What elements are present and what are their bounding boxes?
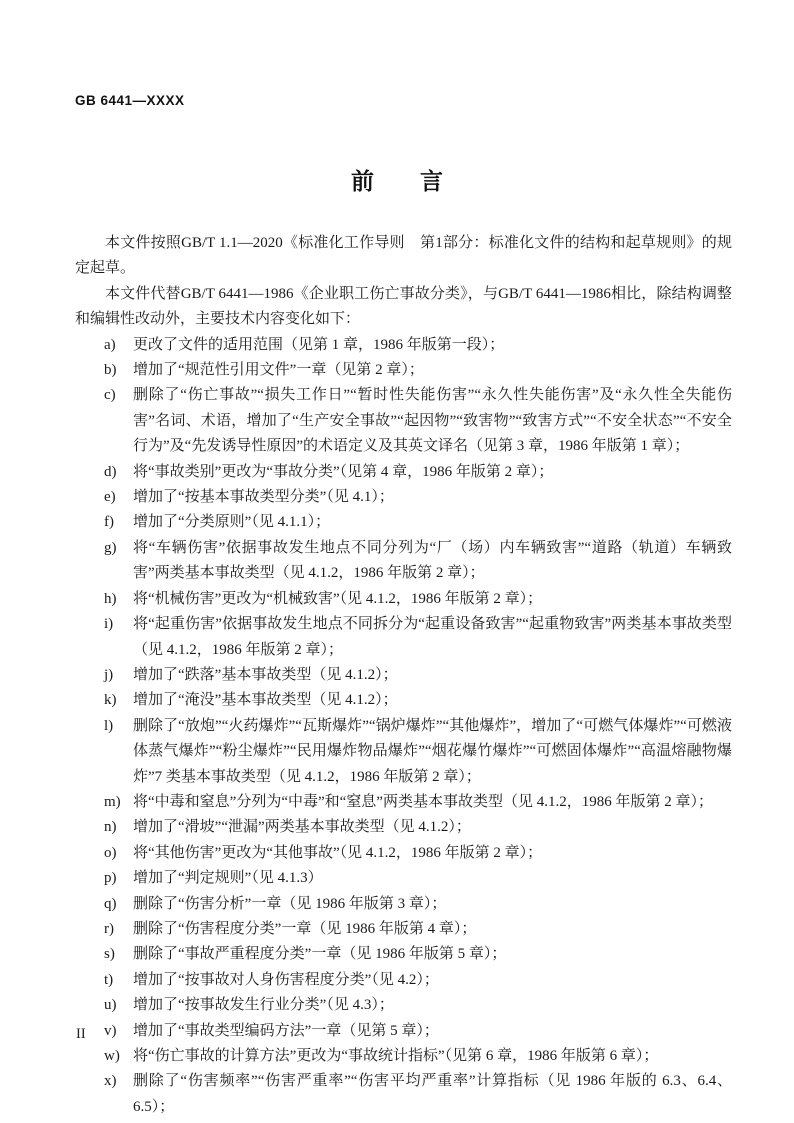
- list-item-marker: w): [104, 1048, 120, 1064]
- list-item: [75, 333, 732, 358]
- list-item: [75, 688, 732, 713]
- list-item-text: 将“机械伤害”更改为“机械致害”（见 4.1.2，1986 年版第 2 章）；: [133, 590, 543, 607]
- list-item-marker: u): [104, 997, 117, 1014]
- list-item-text: 删除了“伤害频率”“伤害严重率”“伤害平均严重率”计算指标（见 1986 年版的 6.3、6.4、6.5）；: [133, 1073, 732, 1115]
- list-item: [75, 663, 732, 688]
- list-item-marker: p): [104, 870, 117, 887]
- list-item: [75, 790, 732, 815]
- page-number: II: [76, 1026, 86, 1042]
- list-item: [75, 1044, 732, 1069]
- list-item-marker: o): [104, 844, 117, 861]
- list-item-marker: h): [104, 590, 117, 607]
- list-item-marker: d): [104, 463, 117, 480]
- list-item: [75, 1069, 732, 1120]
- list-item-text: 删除了“伤亡事故”“损失工作日”“暂时性失能伤害”“永久性失能伤害”及“永久性全失能伤害”名词、术语，增加了“生产安全事故”“起因物”“致害物”“致害方式”“不安全状态”“不安全行为”及“先发诱导性原因”的术语定义及其英文译名（见第 3 章，1986 年版第 1 章）；: [133, 387, 732, 455]
- list-item: [75, 1019, 732, 1044]
- list-item: [75, 383, 732, 459]
- list-item-marker: x): [104, 1073, 117, 1090]
- standard-number: GB 6441—XXXX: [75, 93, 185, 108]
- list-item: [75, 714, 732, 790]
- list-item-text: 将“车辆伤害”依据事故发生地点不同分列为“厂（场）内车辆致害”“道路（轨道）车辆致害”两类基本事故类型（见 4.1.2，1986 年版第 2 章）；: [133, 539, 732, 582]
- list-item: [75, 536, 732, 587]
- list-item-text: 增加了“规范性引用文件”一章（见第 2 章）；: [133, 362, 424, 379]
- list-item-text: 增加了“按事故对人身伤害程度分类”（见 4.2）；: [133, 971, 439, 988]
- list-item-text: 删除了“伤害程度分类”一章（见 1986 年版第 4 章）；: [133, 920, 477, 937]
- list-item: [75, 510, 732, 535]
- list-item-text: 删除了“事故严重程度分类”一章（见 1986 年版第 5 章）；: [133, 946, 507, 963]
- list-item-marker: v): [104, 1022, 117, 1039]
- list-item-marker: j): [104, 666, 114, 683]
- list-item-text: 增加了“按基本事故类型分类”（见 4.1）；: [133, 489, 394, 506]
- list-item-text: 增加了“按事故发生行业分类”（见 4.3）；: [133, 997, 394, 1014]
- list-item-text: 增加了“分类原则”（见 4.1.1）；: [133, 514, 331, 531]
- page-title: 前 言: [351, 168, 443, 194]
- list-item-text: 增加了“淹没”基本事故类型（见 4.1.2）；: [133, 692, 398, 709]
- list-item-marker: n): [104, 819, 117, 836]
- list-item-text: 增加了“判定规则”（见 4.1.3）: [133, 870, 323, 887]
- list-item: [75, 993, 732, 1018]
- list-item: [75, 485, 732, 510]
- list-item-marker: q): [104, 895, 117, 912]
- change-list: [75, 333, 732, 1121]
- list-item-marker: r): [104, 920, 114, 937]
- list-item-text: 增加了“滑坡”“泄漏”两类基本事故类型（见 4.1.2）；: [133, 819, 471, 836]
- list-item: [75, 968, 732, 993]
- list-item: [75, 917, 732, 942]
- list-item-text: 将“起重伤害”依据事故发生地点不同拆分为“起重设备致害”“起重物致害”两类基本事故类型（见 4.1.2，1986 年版第 2 章）；: [133, 616, 732, 658]
- list-item-marker: a): [104, 336, 116, 353]
- list-item-text: 增加了“跌落”基本事故类型（见 4.1.2）；: [133, 666, 398, 683]
- list-item: [75, 892, 732, 917]
- intro-paragraph-2: 本文件代替GB/T 6441—1986《企业职工伤亡事故分类》，与GB/T 6441—1986相比，除结构调整和编辑性改动外，主要技术内容变化如下：: [75, 285, 732, 328]
- list-item: [75, 587, 732, 612]
- list-item: [75, 612, 732, 663]
- list-item-text: 增加了“事故类型编码方法”一章（见第 5 章）；: [133, 1022, 439, 1039]
- intro-paragraph-1: 本文件按照GB/T 1.1—2020《标准化工作导则 第1部分：标准化文件的结构和起草规则》的规定起草。: [75, 235, 732, 277]
- list-item-text: 将“其他伤害”更改为“其他事故”（见 4.1.2，1986 年版第 2 章）；: [133, 844, 543, 861]
- list-item-marker: b): [104, 362, 117, 379]
- list-item-marker: t): [104, 971, 114, 988]
- list-item-marker: l): [104, 717, 114, 734]
- list-item: [75, 942, 732, 967]
- list-item-marker: i): [104, 616, 114, 633]
- list-item-text: 删除了“伤害分析”一章（见 1986 年版第 3 章）；: [133, 895, 447, 912]
- list-item-marker: g): [104, 539, 117, 556]
- list-item-text: 删除了“放炮”“火药爆炸”“瓦斯爆炸”“锅炉爆炸”“其他爆炸”，增加了“可燃气体爆炸”“可燃液体蒸气爆炸”“粉尘爆炸”“民用爆炸物品爆炸”“烟花爆竹爆炸”“可燃固体爆炸”“高温熔融物爆炸”7 类基本事故类型（见 4.1.2，1986 年版第 2 章）；: [133, 717, 732, 785]
- list-item: [75, 358, 732, 383]
- list-item-marker: k): [104, 692, 117, 709]
- list-item-marker: s): [104, 946, 115, 963]
- list-item-marker: c): [104, 387, 116, 404]
- list-item-text: 将“伤亡事故的计算方法”更改为“事故统计指标”（见第 6 章，1986 年版第 6 章）；: [133, 1048, 659, 1064]
- list-item: [75, 841, 732, 866]
- list-item-text: 将“中毒和窒息”分列为“中毒”和“窒息”两类基本事故类型（见 4.1.2，1986 年版第 2 章）；: [133, 793, 713, 810]
- list-item-marker: f): [104, 514, 114, 531]
- list-item-marker: e): [104, 489, 116, 506]
- foreword-content: [75, 231, 732, 1120]
- list-item-marker: m): [104, 793, 121, 810]
- list-item: [75, 815, 732, 840]
- list-item-text: 更改了文件的适用范围（见第 1 章，1986 年版第一段）；: [133, 336, 505, 353]
- list-item: [75, 460, 732, 485]
- list-item: [75, 866, 732, 891]
- list-item-text: 将“事故类别”更改为“事故分类”（见第 4 章，1986 年版第 2 章）；: [133, 463, 554, 480]
